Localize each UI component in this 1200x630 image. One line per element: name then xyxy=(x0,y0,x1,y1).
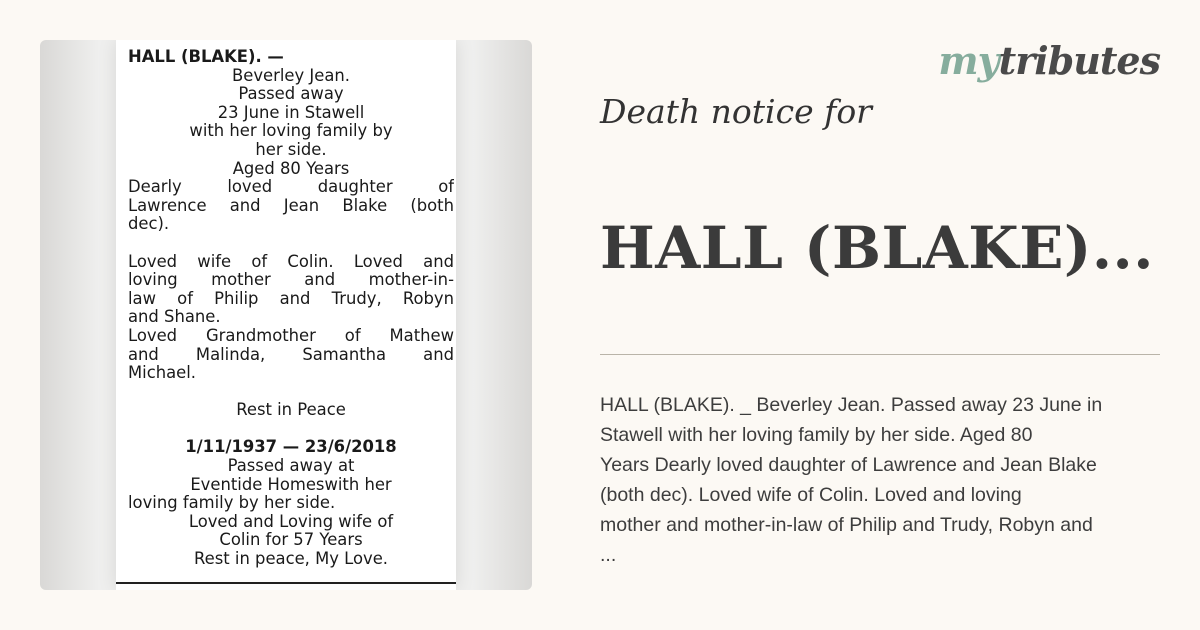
clipping-line: and Shane. xyxy=(128,308,221,327)
clipping-line: dec). xyxy=(128,215,170,234)
clipping-line: with her loving family by xyxy=(189,122,393,141)
clipping-line: loving family by her side. xyxy=(128,494,336,513)
notice-clipping-image xyxy=(40,40,532,590)
clipping-line: Rest in Peace xyxy=(236,401,346,420)
clipping-line: and Malinda, Samantha and xyxy=(128,345,454,364)
excerpt-line: ... xyxy=(600,544,617,566)
clipping-line: Dearly loved daughter of xyxy=(128,178,454,197)
clipping-line: 1/11/1937 — 23/6/2018 xyxy=(185,438,397,457)
excerpt-line: HALL (BLAKE). _ Beverley Jean. Passed away 23 June in xyxy=(600,394,1103,416)
clipping-line: Rest in peace, My Love. xyxy=(193,550,389,569)
clipping-line: Colin for 57 Years xyxy=(219,531,363,550)
clipping-line: Loved wife of Colin. Loved and xyxy=(128,252,454,271)
clipping-text xyxy=(128,48,454,569)
newspaper-clipping xyxy=(116,40,456,590)
excerpt-line: mother and mother-in-law of Philip and Trudy, Robyn and xyxy=(600,514,1093,536)
clipping-line: Passed away xyxy=(238,85,344,104)
clipping-line: Lawrence and Jean Blake (both xyxy=(128,196,454,215)
notice-excerpt xyxy=(600,390,1190,570)
clipping-line: Michael. xyxy=(128,364,196,383)
clipping-line: HALL (BLAKE). — xyxy=(128,48,284,66)
clipping-line: her side. xyxy=(255,140,327,159)
clipping-line: Beverley Jean. xyxy=(232,66,350,85)
clipping-line: Loved and Loving wife of xyxy=(188,512,394,531)
clipping-line: Passed away at xyxy=(227,457,355,476)
clipping-line: loving mother and mother-in- xyxy=(128,271,454,290)
notice-label: Death notice for xyxy=(600,92,872,131)
clipping-line: Aged 80 Years xyxy=(232,159,350,178)
clipping-line: law of Philip and Trudy, Robyn xyxy=(128,289,454,308)
divider xyxy=(600,354,1160,355)
clipping-line: Eventide Homeswith her xyxy=(190,475,392,494)
excerpt-line: (both dec). Loved wife of Colin. Loved and loving xyxy=(600,484,1022,506)
excerpt-line: Stawell with her loving family by her side. Aged 80 xyxy=(600,424,1033,446)
mytributes-logo[interactable] xyxy=(938,38,1160,83)
deceased-name: HALL (BLAKE)... xyxy=(600,214,1154,282)
excerpt-line: Years Dearly loved daughter of Lawrence and Jean Blake xyxy=(600,454,1097,476)
clipping-spacer xyxy=(128,383,454,402)
logo-tributes: tributes xyxy=(998,38,1160,83)
clipping-line: Loved Grandmother of Mathew xyxy=(128,326,454,345)
clipping-spacer xyxy=(128,420,454,439)
clipping-bottom-rule xyxy=(116,582,456,584)
clipping-line: 23 June in Stawell xyxy=(217,103,365,122)
logo-my: my xyxy=(938,38,999,83)
clipping-spacer xyxy=(128,234,454,253)
